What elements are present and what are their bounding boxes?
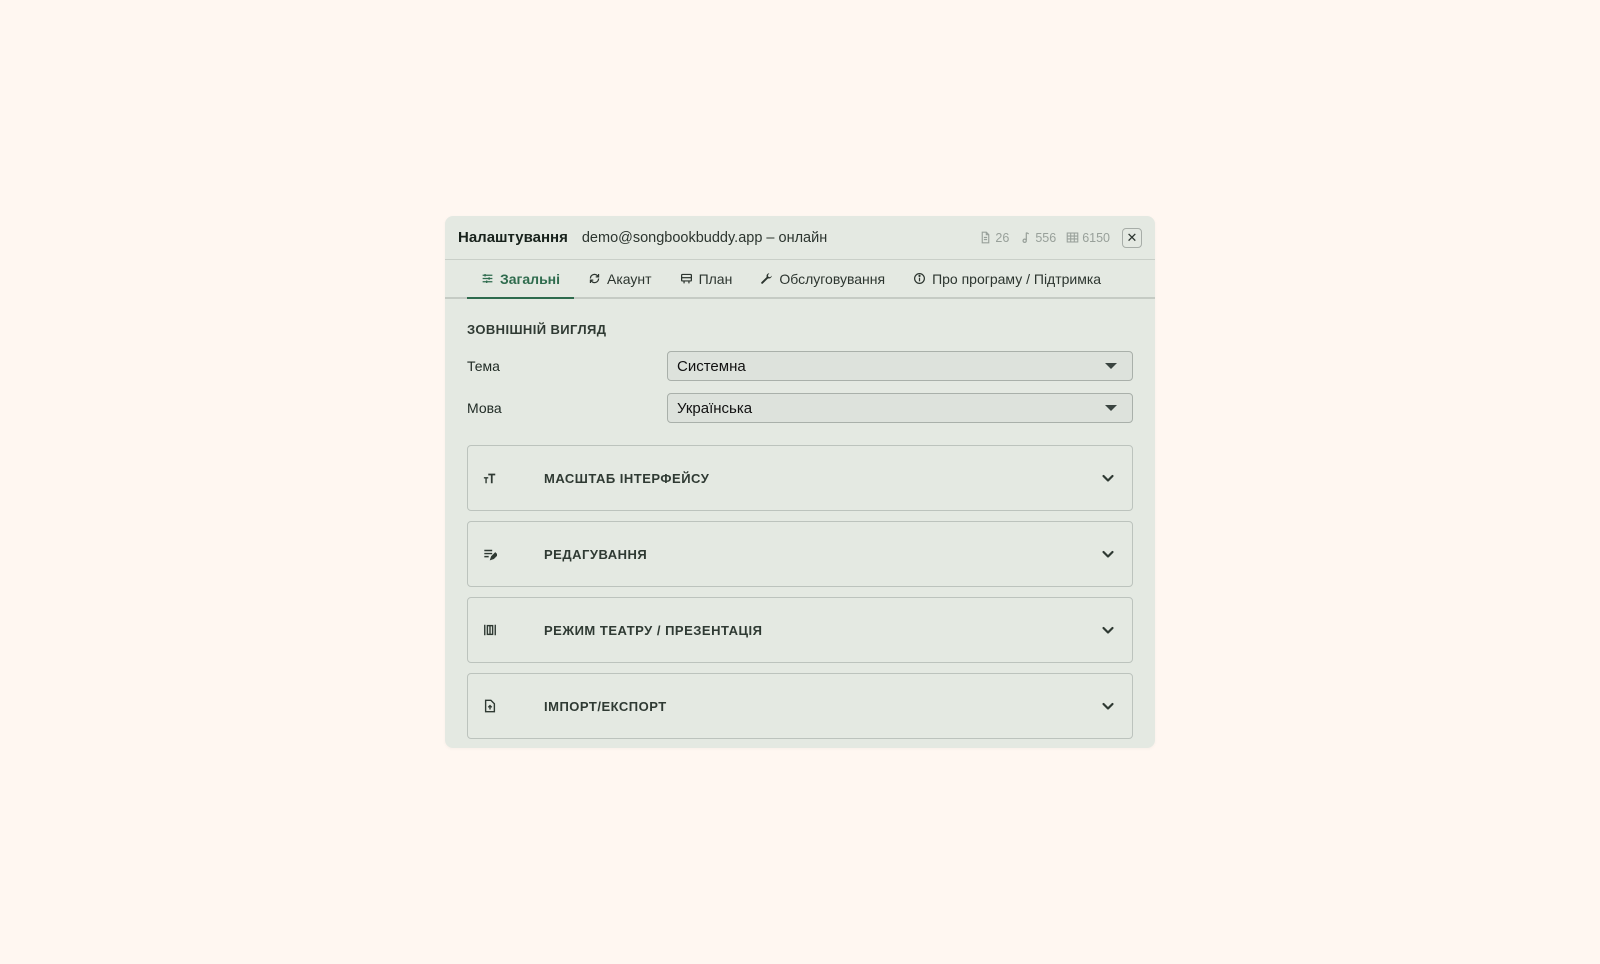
stat-documents [979,231,1009,245]
theme-select[interactable] [667,351,1133,381]
section-import-export[interactable] [467,673,1133,739]
stat-songs-value: 556 [1035,230,1057,245]
account-status: demo@songbookbuddy.app – онлайн [581,229,828,246]
chevron-down-icon [1100,470,1116,486]
theme-label: Тема [467,358,500,374]
section-import-export-label: ІМПОРТ/ЕКСПОРТ [544,698,667,714]
caret-down-icon [1105,363,1117,369]
chevron-down-icon [1100,622,1116,638]
info-icon [913,272,926,285]
section-theater-mode[interactable] [467,597,1133,663]
theater-icon [482,622,498,638]
plan-icon [680,272,693,285]
theme-select-value: Системна [677,357,746,375]
tab-maintenance[interactable] [746,260,899,297]
tab-account[interactable] [574,260,666,297]
stats-bar [979,231,1110,245]
tab-general[interactable] [467,260,574,297]
caret-down-icon [1105,405,1117,411]
stat-songs [1019,231,1056,245]
tab-account-label: Акаунт [607,270,652,287]
document-icon [979,231,992,244]
appearance-heading: ЗОВНІШНІЙ ВИГЛЯД [467,322,607,337]
edit-notes-icon [482,546,498,562]
dialog-title: Налаштування [458,229,568,246]
stat-cells [1066,231,1110,245]
tab-about[interactable] [899,260,1115,297]
language-select-value: Українська [677,399,753,417]
language-select[interactable] [667,393,1133,423]
tab-general-label: Загальні [500,270,561,287]
chevron-down-icon [1100,546,1116,562]
section-interface-scale-label: МАСШТАБ ІНТЕРФЕЙСУ [544,470,710,486]
stat-cells-value: 6150 [1082,230,1110,245]
text-size-icon [482,470,498,486]
general-settings-panel [445,299,1155,739]
stat-documents-value: 26 [995,230,1010,245]
close-icon: ✕ [1126,229,1138,245]
section-theater-mode-label: РЕЖИМ ТЕАТРУ / ПРЕЗЕНТАЦІЯ [544,622,763,638]
settings-sections [467,445,1133,739]
dialog-header [445,216,1155,260]
table-icon [1066,231,1079,244]
tab-about-label: Про програму / Підтримка [932,270,1102,287]
file-upload-icon [482,698,498,714]
sync-icon [588,272,601,285]
chevron-down-icon [1100,698,1116,714]
settings-dialog [445,216,1155,748]
tab-bar [445,260,1155,299]
section-editing[interactable] [467,521,1133,587]
section-editing-label: РЕДАГУВАННЯ [544,546,648,562]
language-label: Мова [467,400,502,416]
tab-plan[interactable] [666,260,747,297]
close-button[interactable] [1122,228,1142,248]
tab-maintenance-label: Обслуговування [779,270,886,287]
sliders-icon [481,272,494,285]
section-interface-scale[interactable] [467,445,1133,511]
tab-plan-label: План [698,270,733,287]
music-note-icon [1019,231,1032,244]
theme-row [467,351,1133,381]
wrench-icon [760,272,773,285]
language-row [467,393,1133,423]
